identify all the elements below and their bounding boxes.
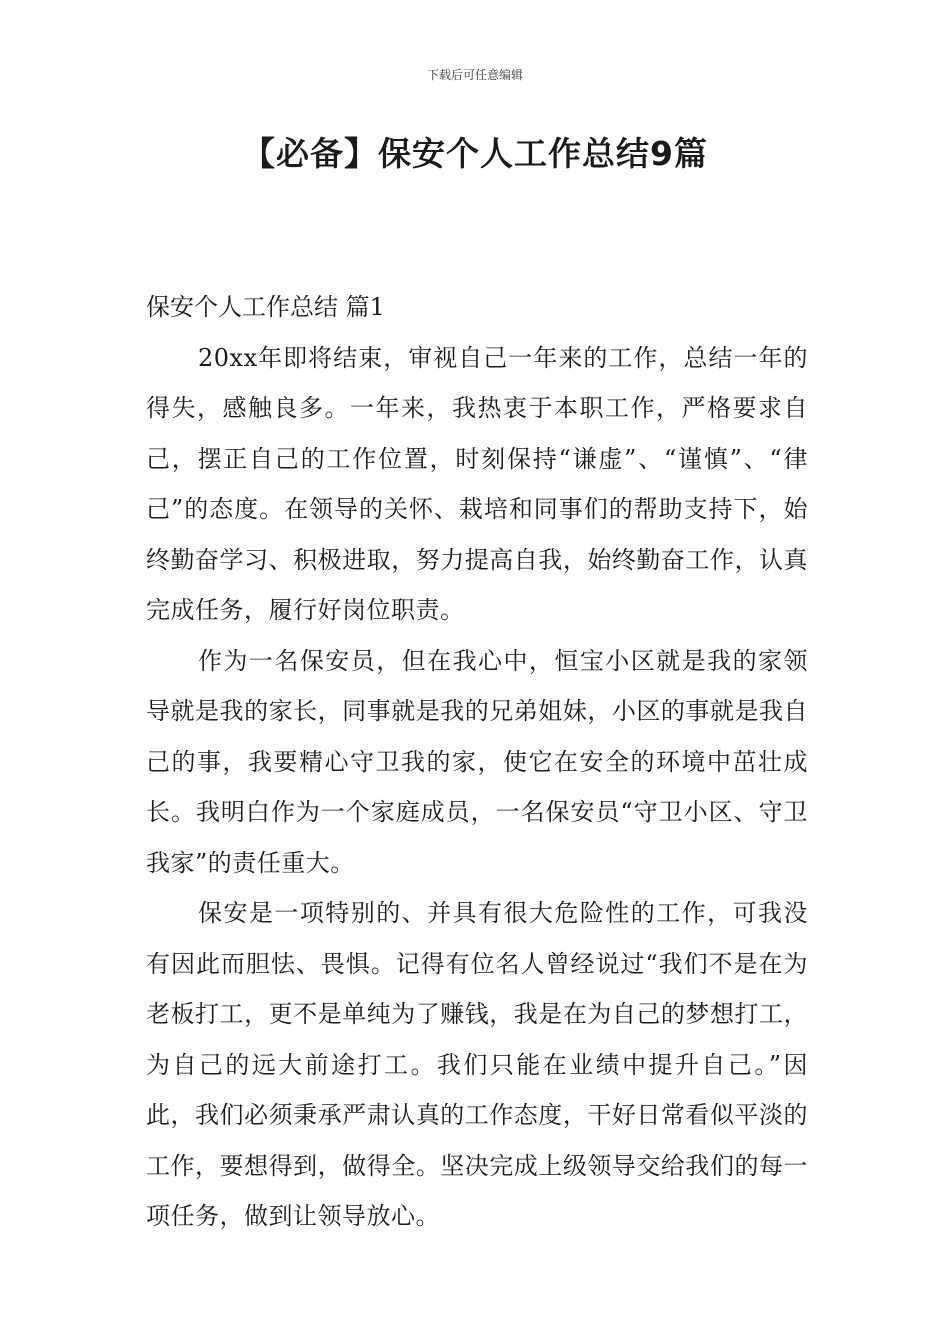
header-note: 下载后可任意编辑 (426, 68, 523, 82)
section-heading: 保安个人工作总结 篇1 (146, 293, 385, 321)
paragraph-2: 作为一名保安员，但在我心中，恒宝小区就是我的家领导就是我的家长，同事就是我的兄弟姐妹，小区的事就是我自己的事，我要精心守卫我的家，使它在安全的环境中茁壮成长。我明白作为一个家庭成员，一名保安员“守卫小区、守卫我家”的责任重大。 (146, 646, 808, 877)
paragraph-3: 保安是一项特别的、并具有很大危险性的工作，可我没有因此而胆怯、畏惧。记得有位名人曾经说过“我们不是在为老板打工，更不是单纯为了赚钱，我是在为自己的梦想打工，为自己的远大前途打工。我们只能在业绩中提升自己。”因此，我们必须秉承严肃认真的工作态度，干好日常看似平淡的工作，要想得到，做得全。坚决完成上级领导交给我们的每一项任务，做到让领导放心。 (146, 899, 808, 1230)
paragraph-1: 20xx年即将结束，审视自己一年来的工作，总结一年的得失，感触良多。一年来，我热衷于本职工作，严格要求自己，摆正自己的工作位置，时刻保持“谦虚”、“谨慎”、“律己”的态度。在领导的关怀、栽培和同事们的帮助支持下，始终勤奋学习、积极进取，努力提高自我，始终勤奋工作，认真完成任务，履行好岗位职责。 (146, 343, 808, 624)
document-title: 【必备】保安个人工作总结9篇 (242, 134, 708, 173)
document-body (146, 282, 808, 1242)
